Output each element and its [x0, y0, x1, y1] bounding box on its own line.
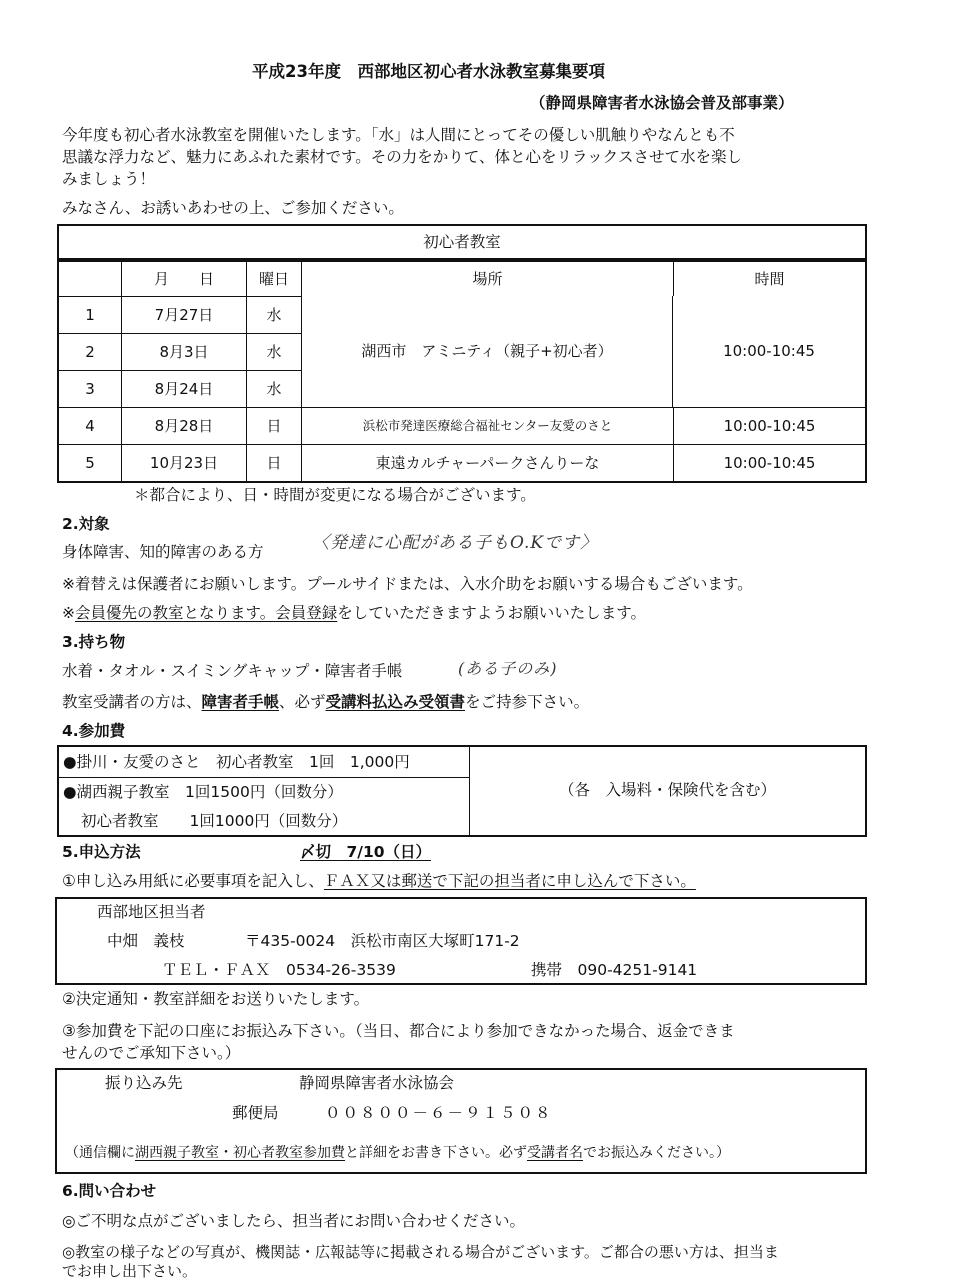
contact-mobile: 携帯 090-4251-9141	[531, 961, 698, 979]
intro-line: 今年度も初心者水泳教室を開催いたします。「水」は人間にとってその優しい肌触りやなんとも不	[62, 126, 735, 144]
apply-step	[62, 872, 696, 891]
text-span: をしていただきますようお願いいたします。	[337, 604, 647, 622]
contact-title: 西部地区担当者	[97, 903, 206, 921]
schedule-title: 初心者教室	[57, 224, 867, 260]
row-place: 東遠カルチャーパークさんりーな	[301, 445, 673, 481]
section-heading: 5.申込方法	[62, 843, 141, 861]
inquiry-line: でお申し出下さい。	[62, 1262, 198, 1280]
text-span: 障害者手帳	[201, 693, 280, 711]
row-time: 10:00-10:45	[673, 408, 865, 444]
row-time: 10:00-10:45	[673, 445, 865, 481]
table-header-row	[59, 260, 865, 296]
row-day: 日	[246, 408, 301, 444]
text-span: 教室受講者の方は、	[62, 693, 202, 711]
page-subtitle: （静岡県障害者水泳協会普及部事業）	[530, 94, 794, 112]
target-line	[62, 604, 646, 623]
text-span: （通信欄に	[65, 1145, 135, 1161]
text-span: でお振込みください。）	[583, 1145, 730, 1161]
text-span: 会員優先の教室となります。	[75, 604, 276, 622]
text-span: ①申し込み用紙に必要事項を記入し、	[62, 872, 324, 890]
text-span: ※	[62, 604, 75, 622]
text-span: ＦＡＸ又は郵送で下記の担当者に申し込んで下さい。	[323, 872, 696, 890]
fee-note: （各 入場料・保険代を含む）	[558, 781, 776, 800]
row-no: 3	[85, 379, 95, 398]
row-date: 10月23日	[121, 445, 246, 481]
contact-tel: ＴＥＬ・ＦＡＸ 0534-26-3539	[162, 961, 396, 979]
row-date: 8月28日	[121, 408, 246, 444]
row-date: 8月3日	[121, 334, 246, 370]
handwritten-note: 〈発達に心配がある子もO.Kです〉	[312, 533, 599, 553]
text-span: 会員登録	[275, 604, 338, 622]
text-span: と詳細をお書き下さい。必ず	[345, 1145, 527, 1161]
row-date: 7月27日	[121, 297, 246, 333]
table-row	[59, 407, 865, 444]
merged-place-cell: 湖西市 アミニティ（親子+初心者）	[301, 296, 673, 407]
text-span: 受講者名	[527, 1145, 583, 1161]
merged-time-cell: 10:00-10:45	[673, 296, 865, 407]
bank-label: 振り込み先	[105, 1074, 183, 1092]
bank-box	[55, 1068, 867, 1174]
apply-step: せんのでご承知下さい。）	[62, 1044, 241, 1062]
schedule-note: ＊都合により、日・時間が変更になる場合がございます。	[134, 486, 536, 504]
section-heading: 4.参加費	[62, 722, 126, 740]
row-day: 水	[246, 334, 301, 370]
text-span: 、必ず	[279, 693, 326, 711]
row-no: 2	[85, 342, 95, 361]
section-heading: 3.持ち物	[62, 633, 126, 651]
fee-line: ●湖西親子教室 1回1500円（回数分）	[63, 783, 343, 801]
schedule-table	[57, 260, 867, 483]
bank-name: 静岡県障害者水泳協会	[299, 1074, 455, 1092]
page-title: 平成23年度 西部地区初心者水泳教室募集要項	[252, 62, 605, 81]
fee-line: ●掛川・友愛のさと 初心者教室 1回 1,000円	[59, 747, 470, 778]
contact-address: 〒435-0024 浜松市南区大塚町171-2	[245, 932, 520, 950]
text-span: をご持参下さい。	[465, 693, 590, 711]
intro-line: 思議な浮力など、魅力にあふれた素材です。その力をかりて、体と心をリラックスさせて水を楽し	[62, 148, 742, 166]
bank-note	[65, 1145, 730, 1163]
inquiry-line: ◎ご不明な点がございましたら、担当者にお問い合わせください。	[62, 1212, 526, 1230]
section-heading: 6.問い合わせ	[62, 1182, 157, 1200]
contact-box	[55, 897, 867, 985]
fee-left	[59, 747, 470, 835]
deadline: 〆切 7/10（日）	[300, 843, 432, 861]
belongings-line: 水着・タオル・スイミングキャップ・障害者手帳	[62, 662, 403, 680]
intro-line: みなさん、お誘いあわせの上、ご参加ください。	[62, 199, 404, 217]
inquiry-line: ◎教室の様子などの写真が、機関誌・広報誌等に掲載される場合がございます。ご都合の悪い方は、担当ま	[62, 1243, 779, 1261]
text-span: 受講料払込み受領書	[325, 693, 466, 711]
intro-line: みましょう！	[62, 170, 156, 188]
belongings-line	[62, 693, 589, 712]
header-day: 曜日	[246, 262, 301, 296]
header-time: 時間	[673, 262, 865, 296]
row-day: 水	[246, 371, 301, 407]
target-line: 身体障害、知的障害のある方	[62, 543, 264, 561]
header-no	[59, 262, 121, 296]
text-span: 湖西親子教室・初心者教室参加費	[135, 1145, 345, 1161]
target-line: ※着替えは保護者にお願いします。プールサイドまたは、入水介助をお願いする場合もございます。	[62, 575, 753, 593]
apply-step: ③参加費を下記の口座にお振込み下さい。（当日、都合により参加できなかった場合、返金できま	[62, 1022, 735, 1040]
row-no: 4	[85, 416, 95, 435]
row-day: 日	[246, 445, 301, 481]
contact-name: 中畑 義枝	[107, 932, 185, 950]
row-place: 浜松市発達医療総合福祉センター友愛のさと	[301, 408, 673, 444]
bank-account: ００８００－６－９１５０８	[325, 1104, 553, 1122]
section-heading: 2.対象	[62, 515, 110, 533]
header-place: 場所	[301, 262, 673, 296]
apply-step: ②決定通知・教室詳細をお送りいたします。	[62, 990, 370, 1008]
row-day: 水	[246, 297, 301, 333]
header-date: 月 日	[121, 262, 246, 296]
bank-type: 郵便局	[232, 1104, 279, 1122]
table-row	[59, 444, 865, 481]
row-no: 5	[85, 453, 95, 472]
row-no: 1	[85, 305, 95, 324]
fee-line: 初心者教室 1回1000円（回数分）	[81, 812, 348, 830]
handwritten-note: (ある子のみ)	[458, 659, 558, 678]
row-date: 8月24日	[121, 371, 246, 407]
fee-box	[57, 745, 867, 837]
